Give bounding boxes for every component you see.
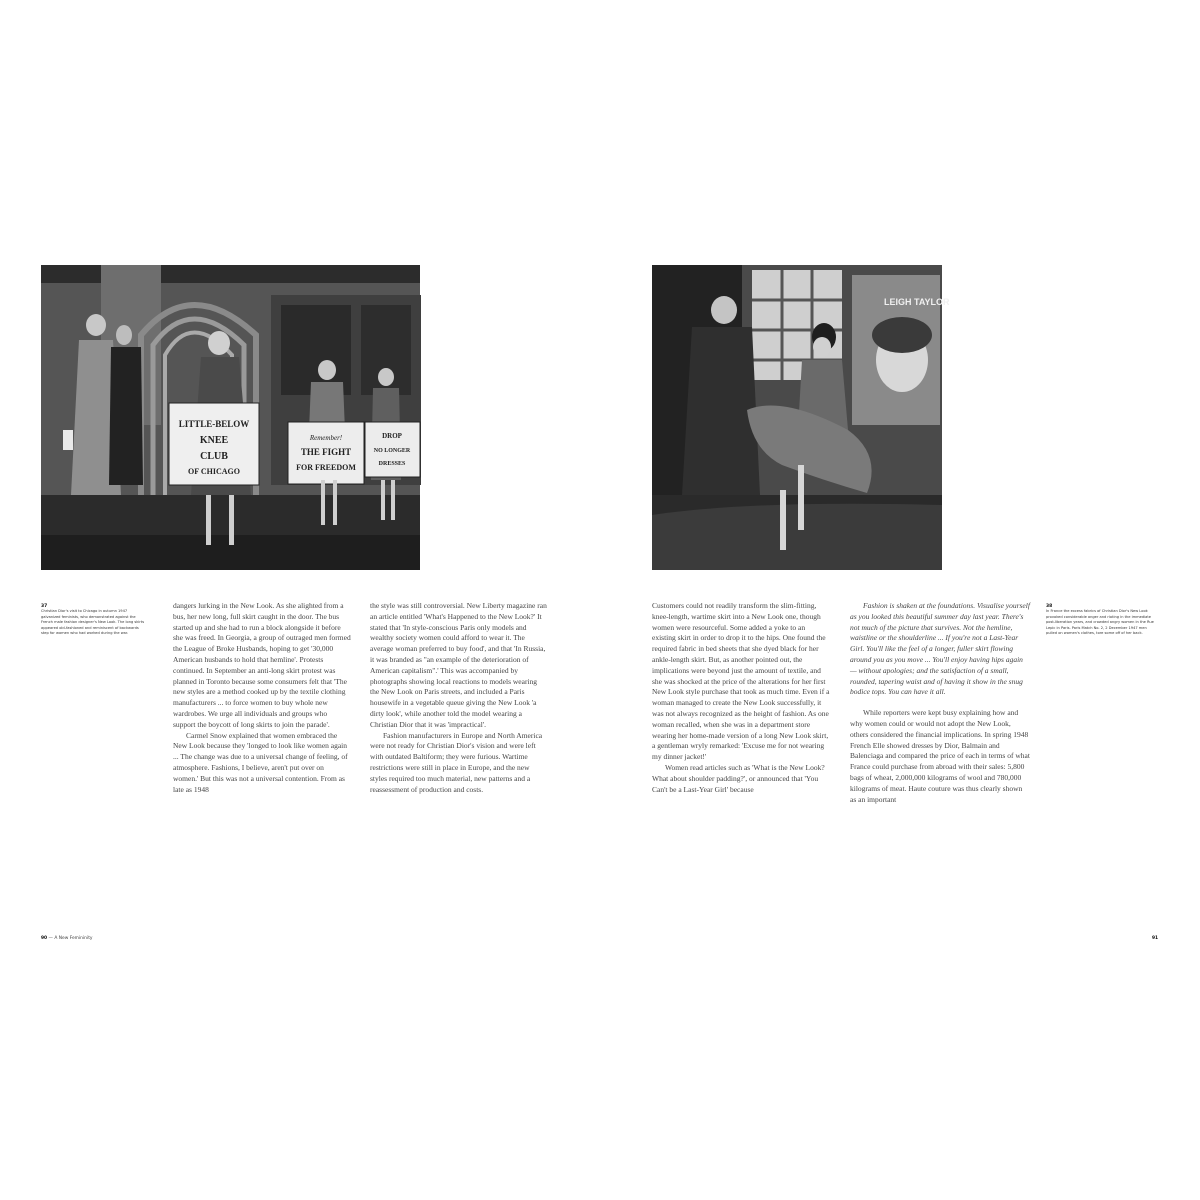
sign-text-1d: OF CHICAGO (188, 467, 240, 476)
right-caption-number: 38 (1046, 604, 1053, 609)
street-photo (652, 265, 950, 570)
sign-text-2: Remember! (309, 434, 343, 442)
sign-text-2b: THE FIGHT (300, 447, 352, 457)
right-column-1 (652, 601, 830, 929)
right-col2-quote: Fashion is shaken at the foundations. Visualise yourself as you looked this beautiful summer day last year. There's not much of the picture that survives. Not the hemline, waistline or the shoulderline ... If you're not a Last-Year Girl. You'll like the feel of a longer, fuller skirt flowing around you as you move ... You'll enjoy having hips again — without apologies; and the satisfaction of a small, rounded, tapering waist and of having it show in the snug bodice tops. You can have it all. (850, 601, 1030, 697)
sign-text-3: DROP (382, 432, 402, 440)
right-col1-para-2: Women read articles such as 'What is the New Look? What about shoulder padding?', or announced that 'You Can't be a Last-Year Girl' because (652, 762, 825, 794)
left-column-1 (173, 601, 351, 929)
sign-text-2c: FOR FREEDOM (296, 463, 356, 472)
folio-separator: — (48, 936, 55, 941)
left-caption-number: 37 (41, 604, 48, 609)
right-col2-para-1: While reporters were kept busy explaining how and why women could or would not adopt the New Look, others considered the financial implications. In spring 1948 French Elle showed dresses by Dior, Balmain and Balenciaga and compared the price of each in terms of what France could purchase from abroad with their sales: 5,800 bags of wheat, 2,000,000 kilograms of wool and 780,000 kilograms of meat. Haute couture was thus clearly shown as an important (850, 708, 1030, 804)
left-column-2 (370, 601, 548, 929)
left-folio (41, 936, 93, 941)
sign-text-1: LITTLE-BELOW (178, 419, 250, 429)
left-col1-para-2: Carmel Snow explained that women embraced the New Look because they 'longed to look like women again ... The change was due to a universal change of feeling, of atmosphere. Fashions, I believe, aren't put over on women.' But this was not a universal contention. From as late as 1948 (173, 730, 348, 794)
left-caption-text: Christian Dior's visit to Chicago in autumn 1947 galvanized feminists, who demonstrated against the French male fashion designer's New Look. The long skirts appeared old-fashioned and reminiscent of backwards step for women who had worked during the war. (41, 609, 145, 636)
left-folio-title: A New Femininity (54, 936, 93, 941)
right-col1-para-1: Customers could not readily transform the slim-fitting, knee-length, wartime skirt into a New Look one, though women were resourceful. Some added a yoke to an existing skirt in order to drop it to the hips. One found the required fabric in bed sheets that she dyed black for her ankle-length skirt. But, as another pointed out, the implications were beyond just the amount of textile, and she was shocked at the price of the alterations for her first New Look style purchase that took as much time. Even if a woman managed to create the New Look successfully, it was not always recognized as the height of fashion. As one woman recalled, when she was in a department store wearing her home-made version of a long New Look skirt, a gentleman wryly remarked: 'Excuse me for not wearing my dinner jacket!' (652, 601, 830, 762)
sign-text-1b: KNEE (199, 435, 229, 446)
sign-text-1c: CLUB (200, 451, 228, 462)
left-col1-para-1: dangers lurking in the New Look. As she alighted from a bus, her new long, full skirt caught in the door. The bus started up and she had to run a block alongside it before she was freed. In Georgia, a group of outraged men formed the League of Broke Husbands, hoping to get '30,000 American husbands to hold that hemline'. Protests continued. In September an anti-long skirt protest was planned in Toronto because some consumers felt that 'The new styles are a method cooked up by the textile clothing manufacturers ... to force women to buy whole new wardrobes. We urge all individuals and groups who support the boycott of long skirts to join the parade'. (173, 601, 351, 729)
sign-text-3b: NO LONGER (373, 448, 411, 454)
street-photo-image (652, 265, 950, 570)
left-col2-para-1: the style was still controversial. New Liberty magazine ran an article entitled 'What's Happened to the New Look?' It stated that 'In style-conscious Paris only models and wealthy society women could afford to wear it. The average woman preferred to buy food', and that 'In Russia, it was branded as "an example of the deterioration of American capitalism".' This was accompanied by photographs showing local reactions to models wearing the New Look on Paris streets, and included a Paris housewife in a vegetable queue giving the New Look 'a dirty look', while another told the model wearing a Christian Dior that it was 'impractical'. (370, 601, 547, 729)
right-folio (1152, 936, 1158, 941)
right-caption-text: In France the excess fabrics of Christian Dior's New Look provoked considerable anger and rioting in the immediate post-liberation years, and crowded angry women in the Rue Lepic in Paris. Paris Match No. 2, 2 December 1947 men pulled on women's clothes, tore some off of her back. (1046, 609, 1154, 636)
poster-text: LEIGH TAYLOR (884, 297, 950, 307)
protest-photo (41, 265, 420, 570)
right-caption (1046, 604, 1156, 636)
sign-text-3c: DRESSES (378, 461, 406, 467)
right-page-number: 91 (1152, 936, 1159, 941)
left-col2-para-2: Fashion manufacturers in Europe and North America were not ready for Christian Dior's vision and were left with outdated Baltiform; they were furious. Wartime restrictions were still in place in Europe, and the new styles required too much material, new patterns and a reassessment of production and costs. (370, 730, 543, 794)
left-caption (41, 604, 146, 636)
left-page-number: 90 (41, 936, 48, 941)
right-column-2 (850, 601, 1030, 929)
protest-photo-image (41, 265, 420, 570)
